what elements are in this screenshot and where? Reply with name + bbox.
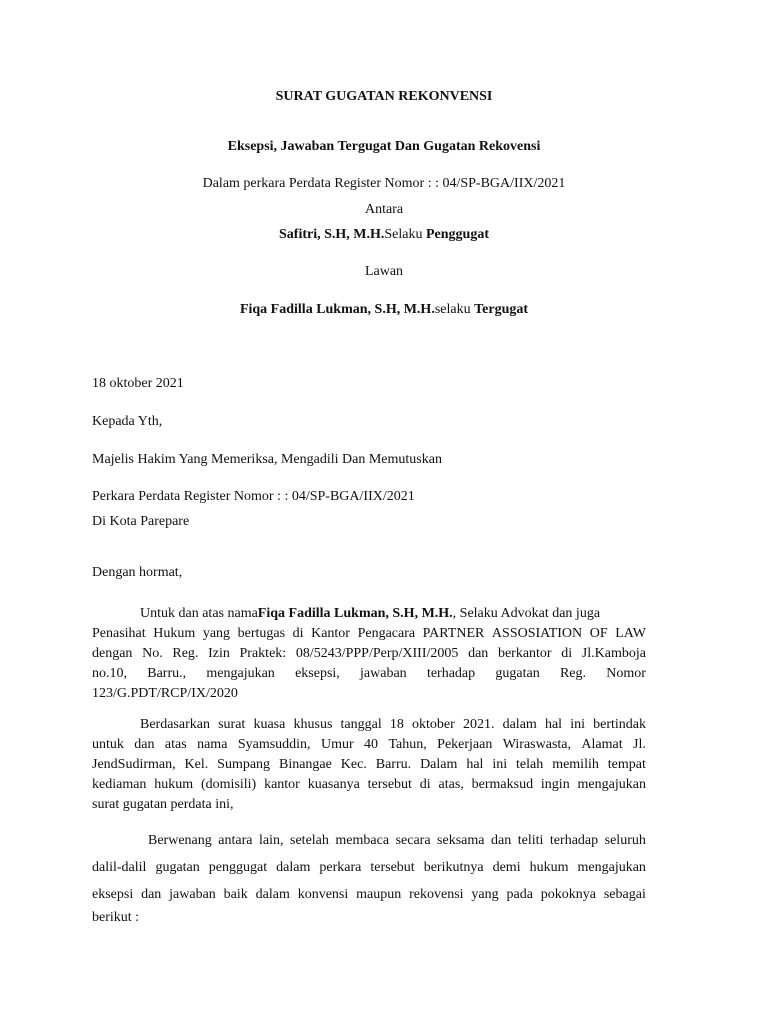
word: Nomor (606, 666, 646, 681)
word: 40 (364, 737, 379, 752)
word: Berdasarkan (140, 717, 210, 732)
word: memilih (552, 757, 599, 772)
word: lain, (259, 833, 284, 848)
word: ingin (540, 777, 570, 792)
word: Binangae (278, 757, 332, 772)
word: Syamsuddin, (237, 737, 311, 752)
paragraph-3 (92, 832, 646, 927)
word: dengan (92, 646, 133, 661)
word: Kec. (340, 757, 367, 772)
word: jawaban (169, 887, 216, 902)
word: Pekerjaan (437, 737, 493, 752)
word: dalam (255, 887, 290, 902)
word: baik (223, 887, 248, 902)
word: Reg. (559, 666, 587, 681)
word: hal (544, 717, 563, 732)
place-line: Di Kota Parepare (92, 514, 190, 529)
paragraph-2 (92, 716, 646, 814)
defendant-role-prefix: selaku (434, 302, 475, 317)
word: Barru. (375, 757, 412, 772)
word: 08/5243/PPP/Perp/XIII/2005 (295, 646, 459, 661)
word: hal (466, 757, 484, 772)
word: Pengacara (357, 626, 416, 641)
word: di (419, 777, 431, 792)
word: dan (141, 887, 162, 902)
word: JendSudirman, (92, 757, 176, 772)
word: tempat (607, 757, 646, 772)
word: Praktek: (239, 646, 287, 661)
word: dalam (502, 717, 537, 732)
word: jawaban (360, 666, 407, 681)
word: mengajukan (577, 777, 646, 792)
word: membaca (335, 833, 390, 848)
word: hukum (529, 860, 569, 875)
word: mengajukan (577, 860, 646, 875)
word: untuk (92, 737, 124, 752)
register-line: Dalam perkara Perdata Register Nomor : : 04/SP-BGA/IIX/2021 (202, 176, 566, 191)
document-title: SURAT GUGATAN REKONVENSI (275, 89, 493, 104)
word: bertugas (237, 626, 286, 641)
word: teliti (517, 833, 544, 848)
word: eksepsi (92, 887, 134, 902)
word: dan (134, 737, 155, 752)
word: Tahun, (388, 737, 427, 752)
word: LAW (615, 626, 646, 641)
word: pokoknya (540, 887, 596, 902)
word: konvensi (297, 887, 349, 902)
word: nama (197, 737, 228, 752)
word: berkantor (497, 646, 552, 661)
perkara-line: Perkara Perdata Register Nomor : : 04/SP-BGA/IIX/2021 (92, 489, 415, 504)
plaintiff-role: Penggugat (426, 227, 489, 242)
paragraph-line (92, 832, 646, 850)
paragraph-line (92, 886, 646, 904)
word: seluruh (604, 833, 646, 848)
paragraph-line (92, 645, 646, 663)
word: sebagai (603, 887, 646, 902)
word: berikutnya (423, 860, 484, 875)
word: Izin (208, 646, 230, 661)
word: Barru., (147, 666, 187, 681)
word: yang (471, 887, 499, 902)
word: pada (506, 887, 533, 902)
word: bertindak (593, 717, 646, 732)
word: seksama (437, 833, 485, 848)
word: Sumpang (217, 757, 271, 772)
word: gugatan (155, 860, 200, 875)
word: Umur (320, 737, 354, 752)
paragraph-line: 123/G.PDT/RCP/IX/2020 (92, 686, 238, 701)
word: khusus (293, 717, 333, 732)
word: dalil-dalil (92, 860, 147, 875)
word: kuasa (253, 717, 286, 732)
word: atas (164, 737, 187, 752)
plaintiff-name: Safitri, S.H, M.H. (279, 227, 385, 242)
word: demi (492, 860, 521, 875)
addressee: Majelis Hakim Yang Memeriksa, Mengadili Dan Memutuskan (92, 452, 442, 467)
word: PARTNER (422, 626, 485, 641)
word: di (561, 646, 573, 661)
word: penggugat (208, 860, 268, 875)
paragraph-line (92, 736, 646, 754)
word: tanggal (340, 717, 382, 732)
word: Jl.Kamboja (581, 646, 646, 661)
word: Jl. (633, 737, 646, 752)
word: ASSOSIATION (491, 626, 583, 641)
paragraph-line (92, 776, 646, 794)
paragraph-line (92, 756, 646, 774)
defendant-line (0, 301, 768, 319)
paragraph-1 (92, 605, 646, 703)
word: Penasihat (92, 626, 146, 641)
word: bermaksud (471, 777, 534, 792)
word: Wiraswasta, (502, 737, 572, 752)
paragraph-line (92, 859, 646, 877)
word: (domisili) (201, 777, 257, 792)
paragraph-line (92, 665, 646, 683)
greeting: Dengan hormat, (92, 565, 183, 580)
word: Hukum (153, 626, 196, 641)
word: gugatan (495, 666, 540, 681)
paragraph-line: surat gugatan perdata ini, (92, 797, 234, 812)
word: perkara (319, 860, 362, 875)
word: Alamat (581, 737, 623, 752)
word: no.10, (92, 666, 127, 681)
word: di (292, 626, 304, 641)
word: mengajukan (206, 666, 275, 681)
word: No. (142, 646, 163, 661)
paragraph-1-line-1: Untuk dan atas namaFiqa Fadilla Lukman, S.H, M.H., Selaku Advokat dan juga (140, 606, 601, 621)
word: Kel. (184, 757, 209, 772)
word: tersebut (367, 777, 412, 792)
word: kuasanya (307, 777, 360, 792)
word: ini (570, 717, 585, 732)
word: ini (492, 757, 508, 772)
word: kediaman (92, 777, 147, 792)
defendant-role: Tergugat (474, 302, 529, 317)
lawan-label: Lawan (364, 264, 404, 279)
paragraph-line: berikut : (92, 910, 140, 925)
document-subtitle: Eksepsi, Jawaban Tergugat Dan Gugatan Rekovensi (227, 139, 541, 154)
word: secara (395, 833, 431, 848)
word: 18 (389, 717, 404, 732)
word: atas, (438, 777, 464, 792)
word: rekovensi (409, 887, 464, 902)
word: kantor (264, 777, 300, 792)
word: eksepsi, (295, 666, 340, 681)
word: tersebut (370, 860, 415, 875)
defendant-name: Fiqa Fadilla Lukman, S.H, M.H. (239, 302, 435, 317)
word: surat (218, 717, 246, 732)
word: telah (516, 757, 544, 772)
word: terhadap (549, 833, 599, 848)
paragraph-line (92, 605, 646, 623)
word: dalam (276, 860, 311, 875)
word: OF (589, 626, 608, 641)
word: terhadap (426, 666, 476, 681)
antara-label: Antara (364, 202, 404, 217)
word: 2021. (462, 717, 495, 732)
word: Kantor (311, 626, 350, 641)
word: Reg. (172, 646, 199, 661)
word: dan (491, 833, 512, 848)
plaintiff-line (0, 226, 768, 244)
kepada-yth: Kepada Yth, (92, 414, 163, 429)
word: maupun (356, 887, 402, 902)
plaintiff-role-prefix: Selaku (384, 227, 426, 242)
word: dan (468, 646, 489, 661)
paragraph-line (92, 716, 646, 734)
word: yang (202, 626, 231, 641)
letter-date: 18 oktober 2021 (92, 376, 184, 391)
word: hukum (154, 777, 194, 792)
word: setelah (290, 833, 329, 848)
word: Berwenang (148, 833, 212, 848)
paragraph-line (92, 625, 646, 643)
word: Dalam (420, 757, 458, 772)
word: oktober (412, 717, 455, 732)
word: antara (218, 833, 253, 848)
